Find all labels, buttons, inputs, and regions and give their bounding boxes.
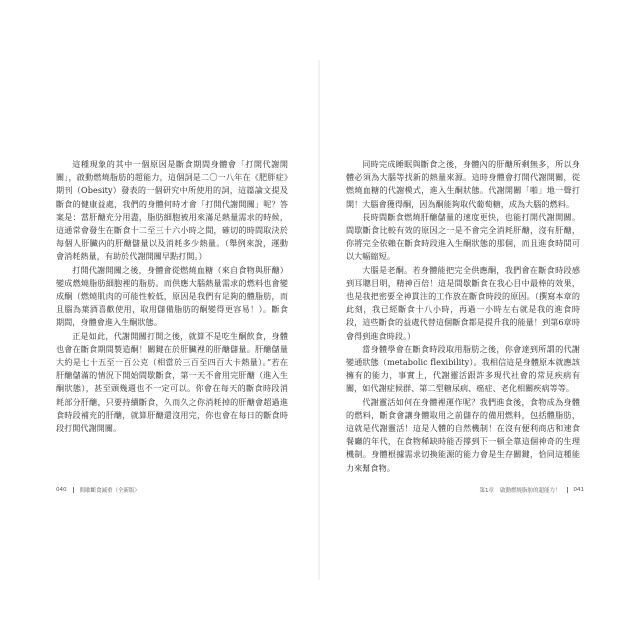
right-page-number: 041 bbox=[573, 487, 584, 493]
left-page-text bbox=[56, 158, 288, 435]
left-page-number: 040 bbox=[56, 487, 67, 493]
right-paragraph-1: 同時完成睡眠與斷食之後，身體內的肝醣所剩無多，所以身體必須為大腦等找新的熱量來源。這時身體會打開代謝開關，從燃燒血糖的代謝模式，進入生酮狀態。代謝開關「啪」地一聲打開！大腦會獲得酮，因為酮能夠取代葡萄糖，成為大腦的燃料。 bbox=[346, 159, 580, 209]
running-chapter-number: 第1章 bbox=[479, 488, 494, 494]
footer-divider bbox=[567, 487, 568, 493]
left-page-footer bbox=[56, 486, 140, 494]
left-paragraph-3: 正是如此，代謝開關打開之後，就算不是吃生酮飲食，身體也會在斷食期間製造酮！關鍵在於肝臟裡的肝醣儲量。肝醣儲量大約是七十五至一百公克（相當於三百至四百大卡熱量）。”若在肝醣儲滿的情況下開始間歇斷食，第一天不會用完肝醣（進入生酮狀態），甚至頭幾週也不一定可以。你會在每天的斷食時段消耗部分肝醣，只要持續斷食，久而久之你消耗掉的肝醣會超過進食時段補充的肝醣，就算肝醣還沒用完，你也會在每日的斷食時段打開代謝開關。 bbox=[56, 330, 288, 434]
right-paragraph-3: 大腦是老酮。若身體能把完全供應酮，我們會在斷食時段感到耳聰目明，精神百倍！這是間歇斷食在我心目中最棒的效果，也是我把密要全神貫注的工作放在斷食時段的原因。（撰寫本章的此刻，我已經斷食十八小時，再過一小時左右就是我的進食時段，這些斷食的益處代替這個斷食都是提升我的能量！到第6章時會得到進食時段。） bbox=[346, 264, 580, 341]
right-paragraph-2: 長時間斷食燃燒肝醣儲量的速度更快，也能打開代謝開關。間歇斷食比較有效的原因之一是不會完全消耗肝醣，沒有肝醣，你將完全依賴在斷食時段進入生酮狀態的那個，而且進食時間可以大幅縮短。 bbox=[346, 211, 580, 262]
running-book-title: 間歇斷食減重（全新版） bbox=[79, 488, 141, 494]
right-paragraph-5: 代謝靈活如何在身體裡運作呢？我們進食後，食物成為身體的燃料，斷食會讓身體取用之前儲存的備用燃料，包括體脂肪，這就是代謝靈活！這是人體的自然機制！在沒有便利商店和速食餐廳的年代，在食物稀缺時能否撐到下一頓全靠這個神奇的生理機制。身體根據需求切換能源的能力會是生存關鍵，恰同這種能力來幫食物。 bbox=[346, 396, 580, 473]
left-paragraph-1: 這種現象的其中一個原因是斷食期間身體會「打開代謝開關」，啟動燃燒脂肪的超能力，這個詞是二〇一八年在《肥胖症》期刊（Obesity）發表的一個研究中所使用的詞，這篇論文提及斷食的健康益處，我們的身體何時才會「打開代謝開關」呢？答案是：當肝醣充分用盡，脂肪細胞被用來滿足熱量需求的時候，這通常會發生在斷食十二至三十六小時之間，確切的時間取決於每個人肝臟內的肝醣儲量以及消耗多少熱量。（舉例來說，運動會消耗熱量，有助於代謝開關早點打開。） bbox=[56, 159, 288, 262]
left-paragraph-2: 打開代謝開關之後，身體會從燃燒血糖（來自食物與肝醣）變成燃燒脂肪細胞裡的脂肪。而供應大腦熱量需求的燃料也會變成酮（燃燒肌肉的可能性較低，原因是我們有足夠的體脂肪，而且腦為葉酒喜歡使用，取用儲備脂肪的酮變得更容易！）。斷食期間，身體會進入生酮狀態。 bbox=[56, 264, 288, 328]
right-paragraph-4: 當身體學會在斷食時段取用脂肪之後，你會達到所謂的代謝變通狀態（metabolic flexibility）。我相信這是身體原本就應該擁有的能力，事實上，代謝靈活跟許多現代社會的常見疾病有關，如代謝症候群、第二型糖尿病、癌症、老化相關疾病等等。 bbox=[346, 343, 580, 394]
footer-divider bbox=[73, 487, 74, 493]
right-page-text bbox=[346, 158, 580, 475]
running-chapter-title: 啟動燃燒脂肪的超能力！ bbox=[499, 488, 561, 494]
right-page-footer bbox=[479, 486, 584, 494]
